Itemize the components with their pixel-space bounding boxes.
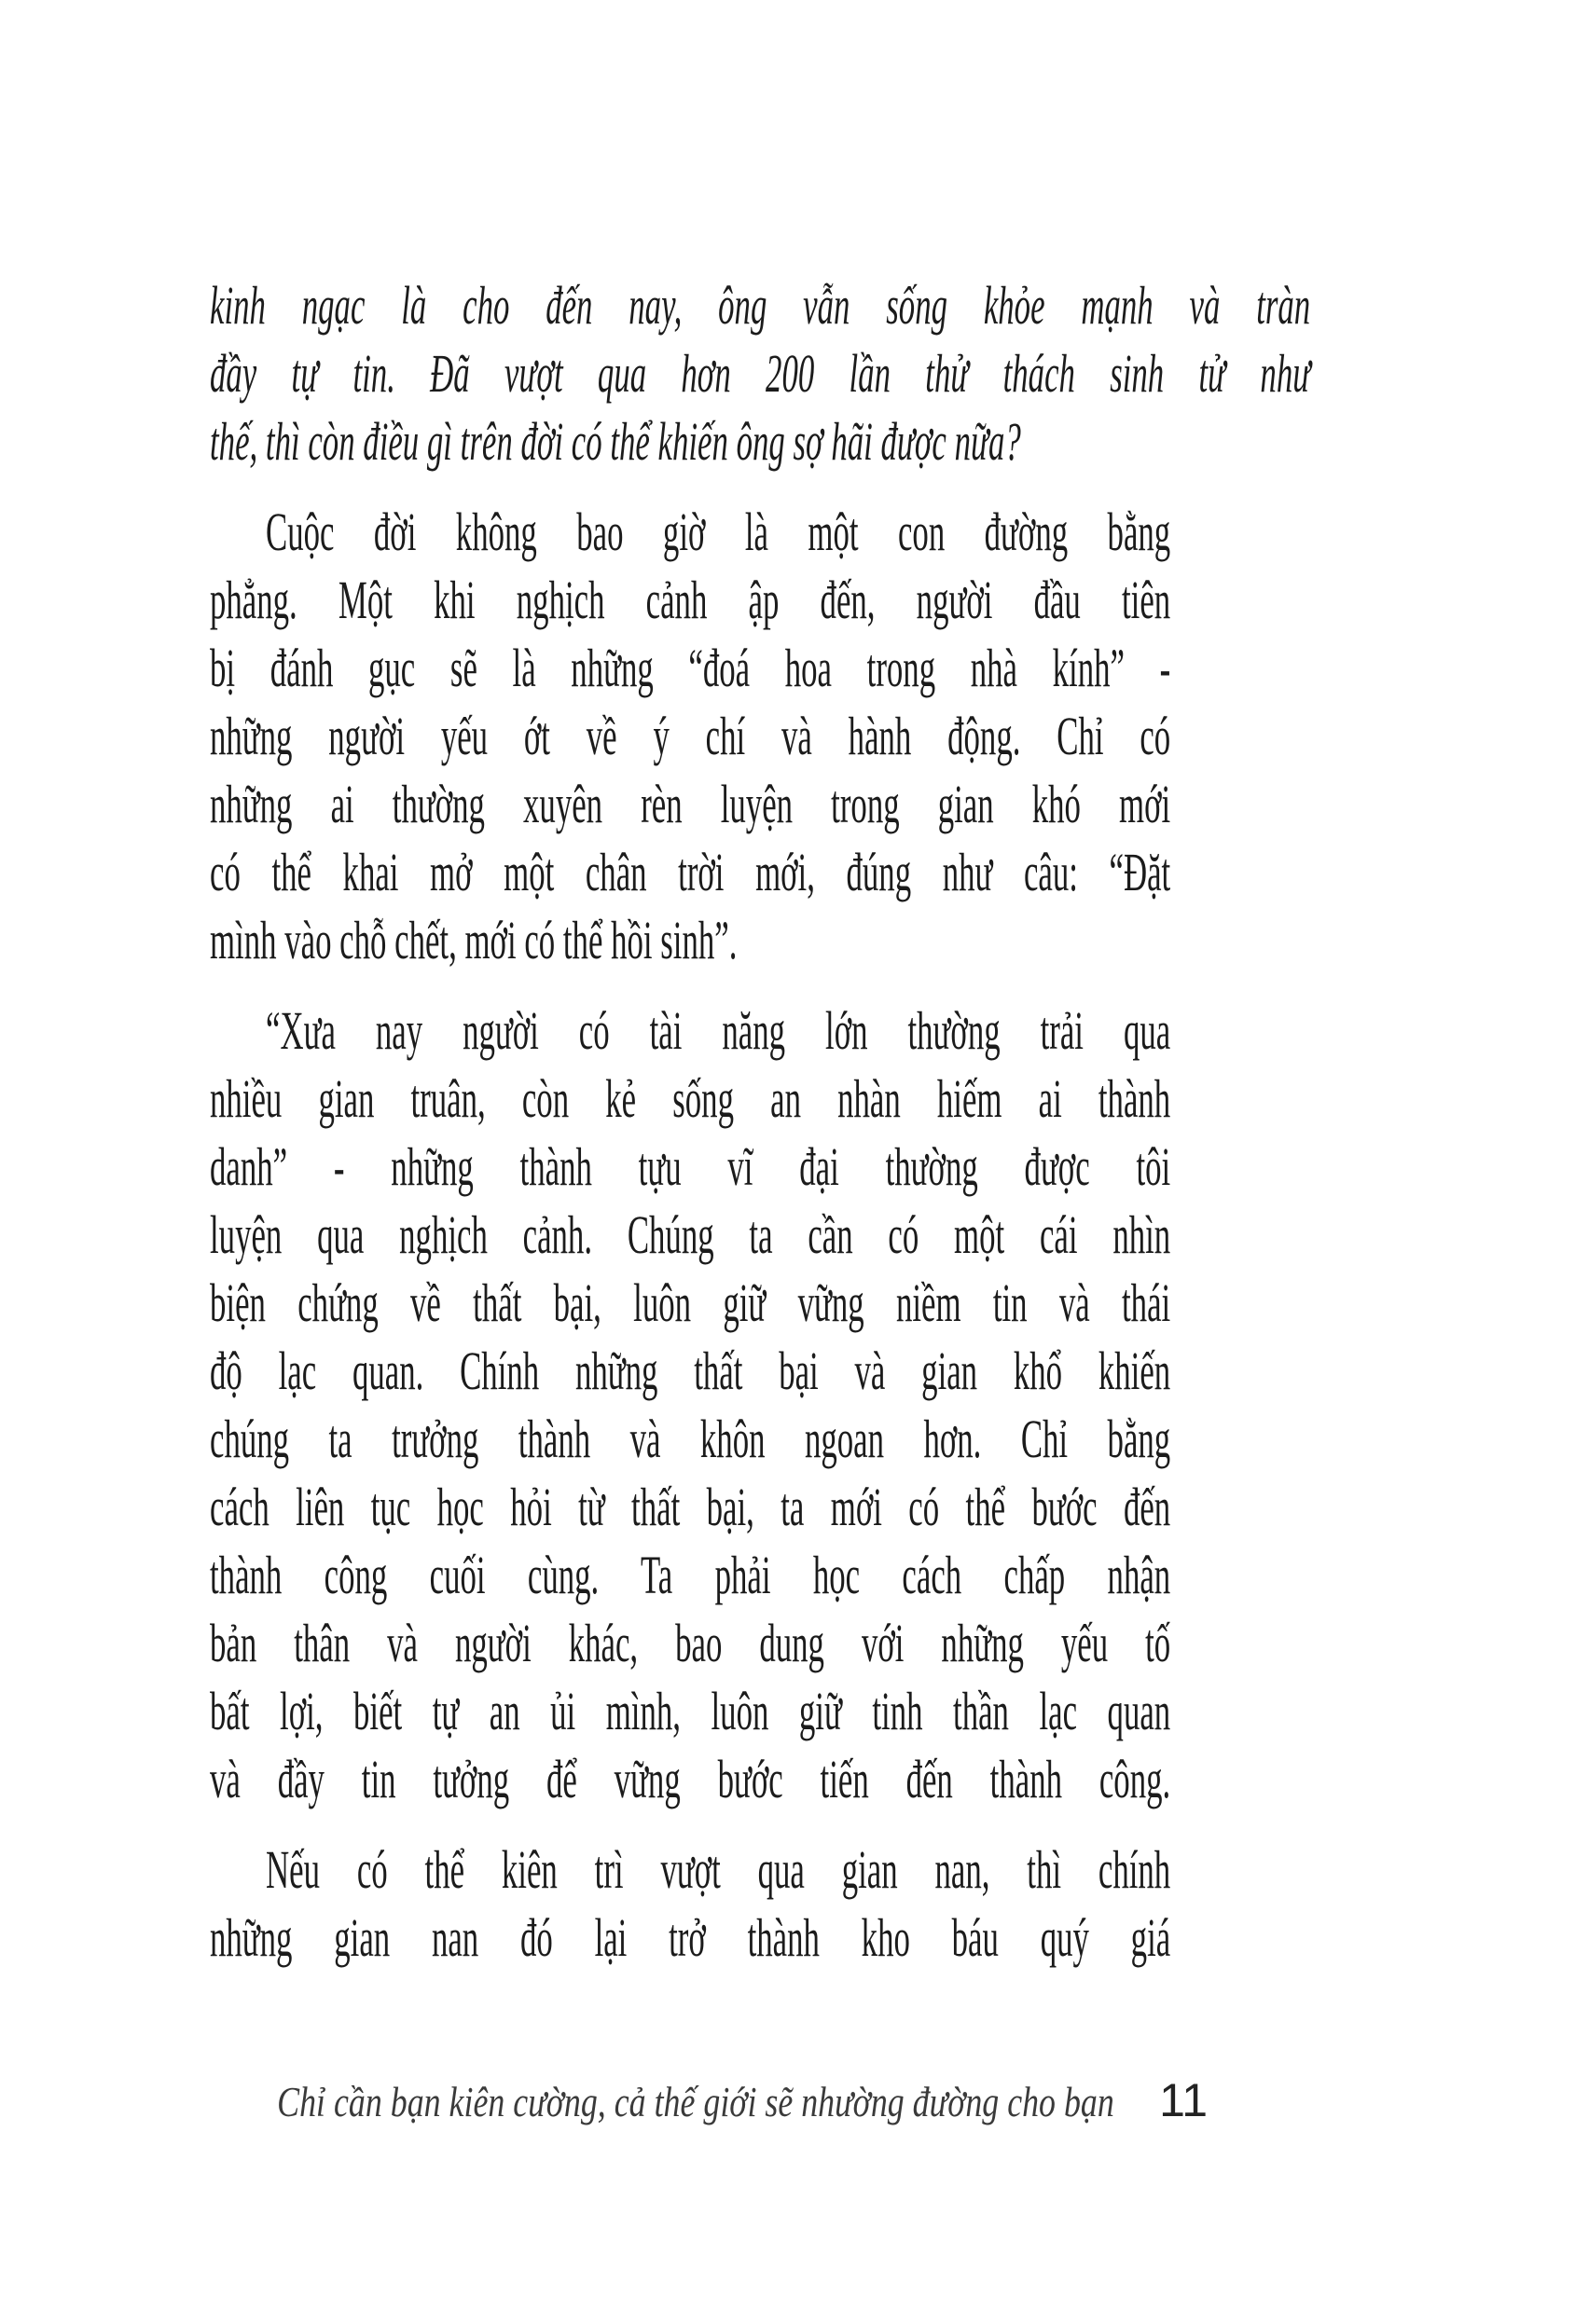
text-line: thành công cuối cùng. Ta phải học cách chấp nhận [210,1545,1171,1605]
text-line: độ lạc quan. Chính những thất bại và gian khổ khiến [210,1341,1171,1401]
paragraph [210,498,1170,974]
page-number: 11 [1159,2074,1208,2126]
text-line: chúng ta trưởng thành và khôn ngoan hơn. Chỉ bằng [210,1409,1171,1469]
body-text [210,271,1575,1972]
text-line: biện chứng về thất bại, luôn giữ vững niềm tin và thái [210,1272,1171,1333]
text-line: bị đánh gục sẽ là những “đoá hoa trong nhà kính” - [210,638,1171,698]
text-line: những người yếu ớt về ý chí và hành động. Chỉ có [210,706,1171,766]
text-line: cách liên tục học hỏi từ thất bại, ta mới có thể bước đến [210,1477,1171,1537]
text-line: có thể khai mở một chân trời mới, đúng như câu: “Đặt [210,842,1171,902]
paragraph [210,271,1310,475]
running-title: Chỉ cần bạn kiên cường, cả thế giới sẽ nhường đường cho bạn [277,2078,1115,2125]
text-line: nhiều gian truân, còn kẻ sống an nhàn hiếm ai thành [210,1068,1171,1129]
text-line: luyện qua nghịch cảnh. Chúng ta cần có một cái nhìn [210,1204,1171,1265]
text-line: và đầy tin tưởng để vững bước tiến đến thành công. [210,1749,1171,1809]
text-line: danh” - những thành tựu vĩ đại thường được tôi [210,1136,1171,1197]
text-line: phẳng. Một khi nghịch cảnh ập đến, người đầu tiên [210,570,1171,630]
text-line: “Xưa nay người có tài năng lớn thường trải qua [266,1000,1171,1061]
text-line: Cuộc đời không bao giờ là một con đường bằng [266,502,1171,562]
text-line: Nếu có thể kiên trì vượt qua gian nan, thì chính [266,1839,1171,1900]
text-line: bản thân và người khác, bao dung với những yếu tố [210,1613,1171,1673]
text-line: kinh ngạc là cho đến nay, ông vẫn sống khỏe mạnh và tràn [210,275,1311,336]
paragraph [210,997,1170,1813]
paragraph [210,1836,1170,1972]
page-footer [210,2051,1208,2153]
text-line: bất lợi, biết tự an ủi mình, luôn giữ tinh thần lạc quan [210,1681,1171,1741]
text-line: những ai thường xuyên rèn luyện trong gian khó mới [210,774,1171,834]
text-line: mình vào chỗ chết, mới có thể hồi sinh”. [210,910,738,970]
text-line: thế, thì còn điều gì trên đời có thể khiến ông sợ hãi được nữa? [210,411,1021,472]
text-line: những gian nan đó lại trở thành kho báu quý giá [210,1907,1171,1968]
text-line: đầy tự tin. Đã vượt qua hơn 200 lần thử thách sinh tử như [210,343,1311,404]
